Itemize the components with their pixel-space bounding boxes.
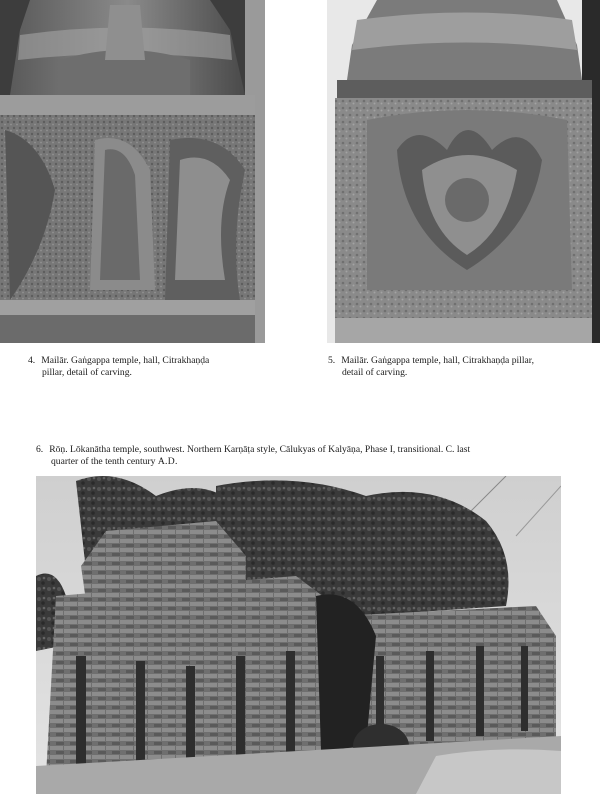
figure-5-number: 5. [328, 355, 336, 366]
figure-5-caption [328, 355, 534, 379]
figure-6-caption-line-1: Rōṇ. Lōkanātha temple, southwest. Northern Karṇāṭa style, Cālukyas of Kalyāṇa, Phase I, transitional. C. last [49, 444, 471, 455]
figure-6-caption-line-2: quarter of the tenth century [51, 456, 158, 467]
figure-4-caption-line-1: Mailār. Gaṅgappa temple, hall, Citrakhaṇḍa [41, 355, 210, 366]
figure-4-caption [28, 355, 209, 379]
figure-4-photo [0, 0, 265, 343]
figure-5-photo [327, 0, 600, 343]
figure-6-caption [36, 444, 470, 468]
figure-5-caption-line-1: Mailār. Gaṅgappa temple, hall, Citrakhaṇḍa pillar, [341, 355, 534, 366]
figure-4-number: 4. [28, 355, 36, 366]
figure-4-caption-line-2: pillar, detail of carving. [42, 367, 132, 378]
figure-6-number: 6. [36, 444, 44, 455]
figure-6-photo [36, 476, 561, 794]
figure-5-caption-line-2: detail of carving. [342, 367, 408, 378]
figure-6-era: A.D. [157, 456, 178, 467]
